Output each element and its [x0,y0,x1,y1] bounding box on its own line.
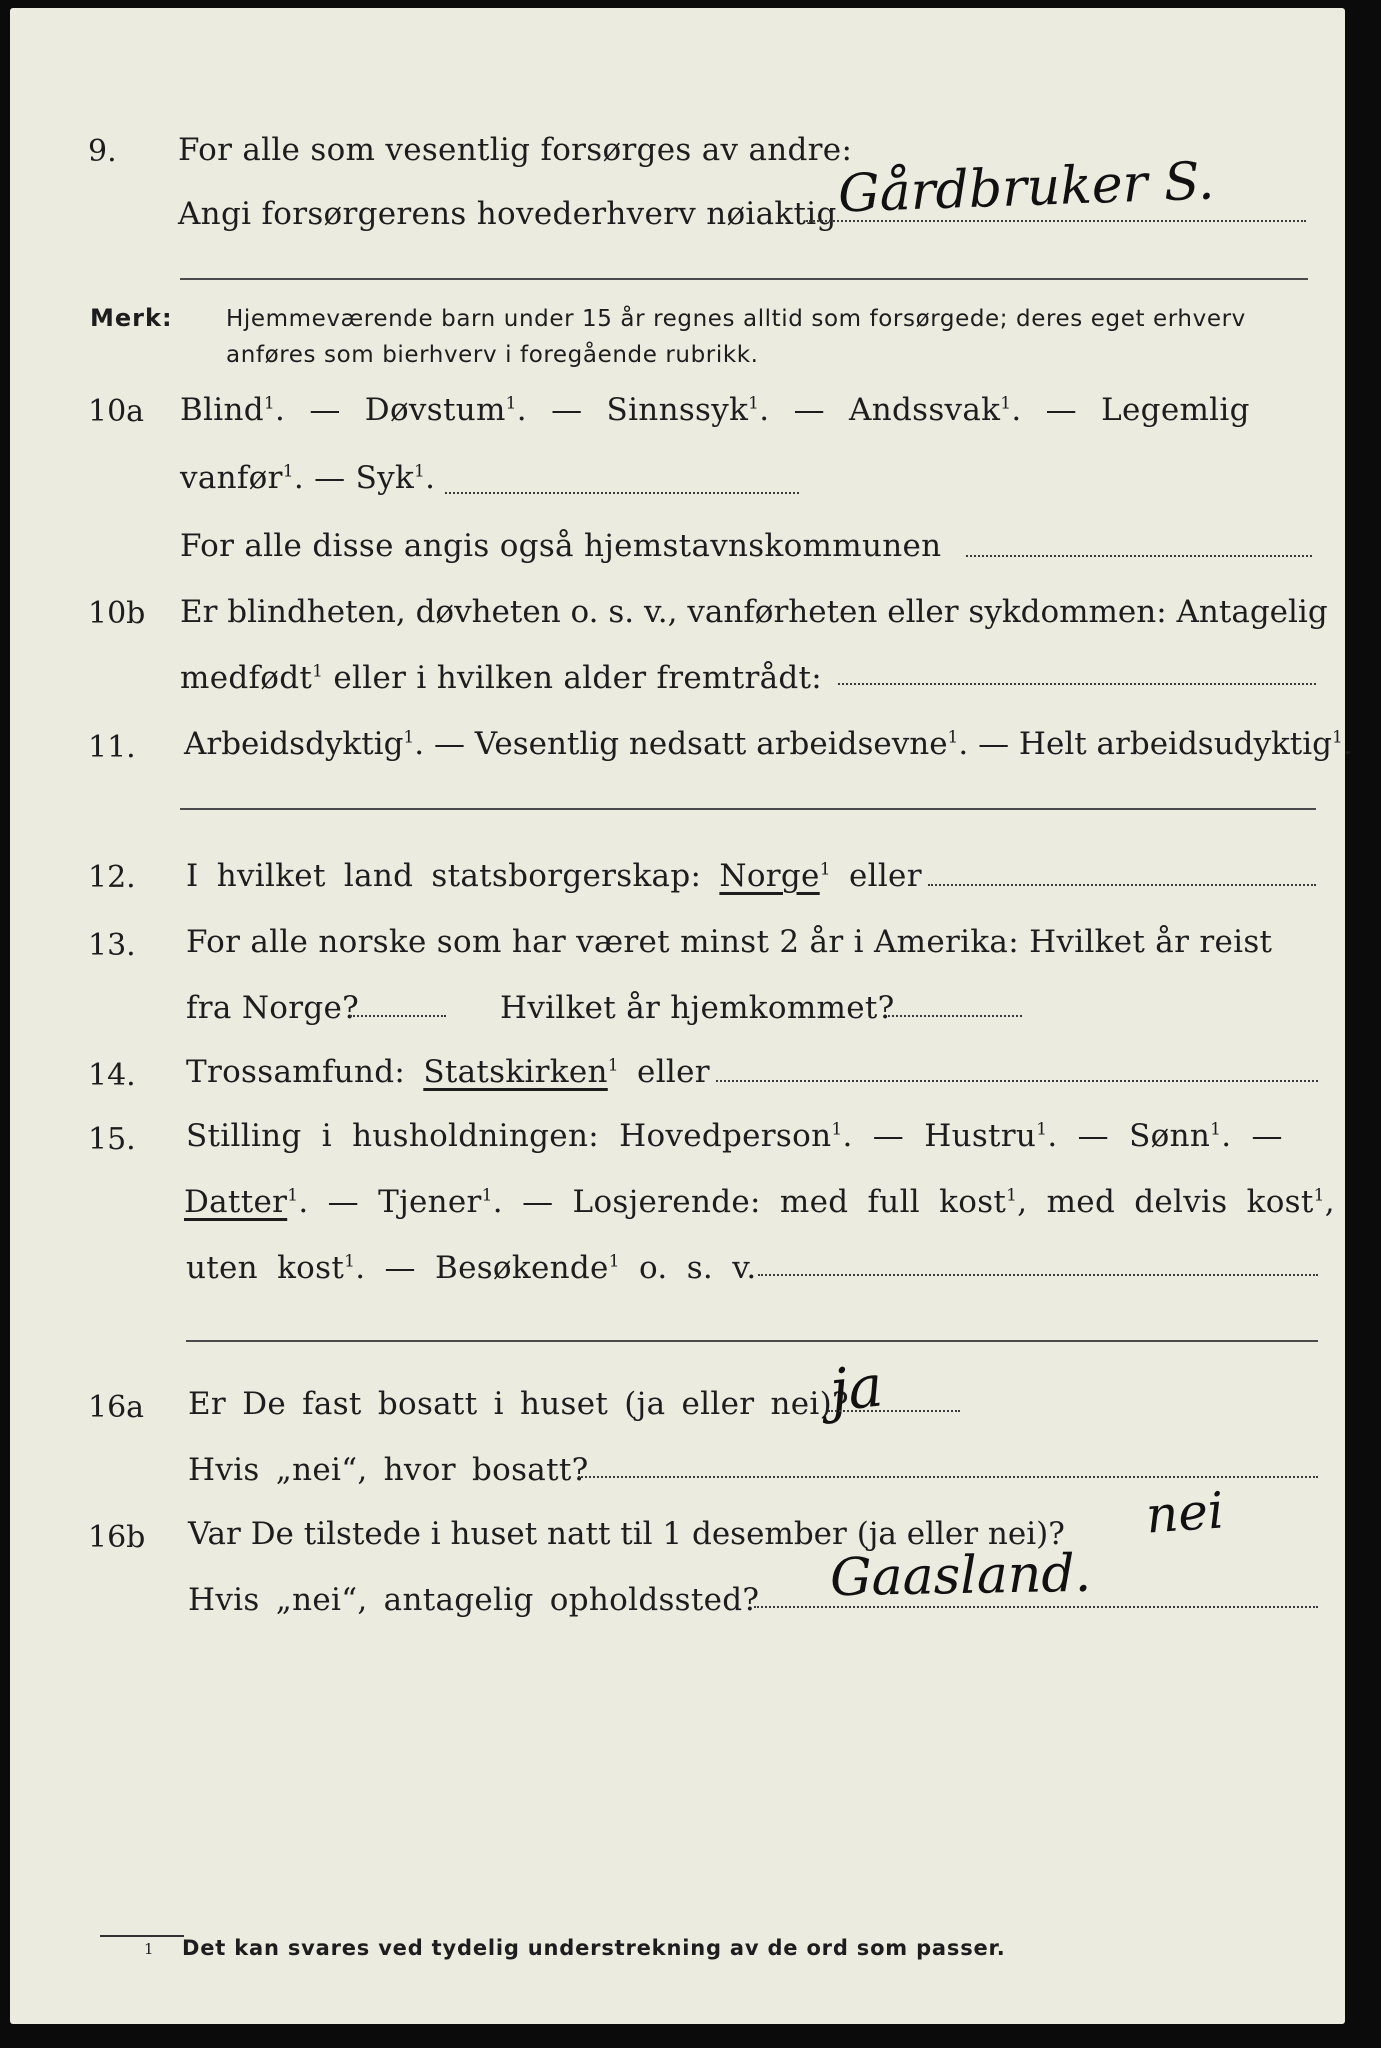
q15-line1: Stilling i husholdningen: Hovedperson$^1$. — Hustru$^1$. — Sønn$^1$. — [186,1118,1283,1154]
q10b-answer-line [838,683,1316,685]
q16a-line2: Hvis „nei“, hvor bosatt? [188,1452,589,1488]
q10a-line2: vanfør$^1$. — Syk$^1$. [180,460,436,496]
q14-answer-line [716,1080,1318,1082]
q15-number: 15. [88,1122,136,1157]
q10a-number: 10a [88,394,145,429]
q10b-line2: medfødt$^1$ eller i hvilken alder fremtrådt: [180,660,823,696]
q16a-bosatt-line [578,1476,1318,1478]
q16a-line1: Er De fast bosatt i huset (ja eller nei)? [188,1386,849,1422]
q9-number: 9. [88,134,117,169]
q15-underlined-datter: Datter [184,1184,288,1220]
q12-number: 12. [88,860,136,895]
rule-9 [180,278,1308,280]
merk-line1: Hjemmeværende barn under 15 år regnes alltid som forsørgede; deres eget erhverv [226,306,1246,332]
q15-line2: Datter$^1$. — Tjener$^1$. — Losjerende: med full kost$^1$, med delvis kost$^1$, [184,1184,1335,1220]
q16a-answer-line [828,1410,960,1412]
rule-15 [186,1340,1318,1342]
opt-sinnssyk: . — Sinnssyk [516,392,749,428]
q16b-line1: Var De tilstede i huset natt til 1 desember (ja eller nei)? [188,1516,1065,1552]
opt-andssvak: . — Andssvak [759,392,1001,428]
q16a-handwritten-answer: ja [826,1351,886,1425]
merk-label: Merk: [90,304,173,332]
q10a-line1: Blind$^1$. — Døvstum$^1$. — Sinnssyk$^1$. — Andssvak$^1$. — Legemlig [180,392,1250,428]
q11-number: 11. [88,730,136,765]
footnote-rule [100,1935,184,1937]
q15-line3: uten kost$^1$. — Besøkende$^1$ o. s. v. [186,1250,757,1286]
opt-dovstum: . — Døvstum [275,392,506,428]
q16b-handwritten-answer2: Gaasland. [829,1543,1092,1609]
opt-blind: Blind [180,392,264,428]
q13-line2b: Hvilket år hjemkommet? [500,990,895,1026]
opt-legemlig: . — Legemlig [1011,392,1250,428]
q12-answer-line [928,884,1316,886]
q10b-number: 10b [88,596,146,631]
q12-line: I hvilket land statsborgerskap: Norge$^1$ eller [186,858,922,894]
q10a-line3: For alle disse angis også hjemstavnskommunen [180,528,942,564]
q9-line2: Angi forsørgerens hovederhverv nøiaktig [178,196,837,232]
q9-handwritten-answer: Gårdbruker S. [837,151,1216,225]
q13-hjemkommet-line [888,1015,1022,1017]
q10a-hjemstavn-line [966,555,1312,557]
q12-underlined-norge: Norge [719,858,820,894]
q14-line: Trossamfund: Statskirken$^1$ eller [186,1054,710,1090]
footnote-mark: 1 [144,1940,154,1958]
q15-answer-line [758,1274,1318,1276]
q11-line1: Arbeidsdyktig$^1$. — Vesentlig nedsatt arbeidsevne$^1$. — Helt arbeidsudyktig$^1$. [184,726,1353,762]
footnote-text: Det kan svares ved tydelig understrekning av de ord som passer. [182,1936,1006,1960]
q14-number: 14. [88,1058,136,1093]
q9-line1: For alle som vesentlig forsørges av andre: [178,132,853,168]
q13-reist-line [350,1015,446,1017]
q13-line1: For alle norske som har været minst 2 år i Amerika: Hvilket år reist [186,924,1273,960]
rule-11 [180,808,1316,810]
q16b-number: 16b [88,1520,146,1555]
q13-line2a: fra Norge? [186,990,360,1026]
q16a-number: 16a [88,1390,145,1425]
q16b-handwritten-answer1: nei [1144,1481,1226,1545]
merk-line2: anføres som bierhverv i foregående rubrikk. [226,342,759,368]
q14-underlined-statskirken: Statskirken [423,1054,608,1090]
q10a-syk-line [445,492,799,494]
q13-number: 13. [88,928,136,963]
opt-syk: . — Syk [293,460,415,496]
q10b-line1: Er blindheten, døvheten o. s. v., vanførheten eller sykdommen: Antagelig [180,594,1328,630]
opt-vanfor: vanfør [180,460,283,496]
q16b-line2: Hvis „nei“, antagelig opholdssted? [188,1582,760,1618]
census-form-page [10,8,1353,2024]
